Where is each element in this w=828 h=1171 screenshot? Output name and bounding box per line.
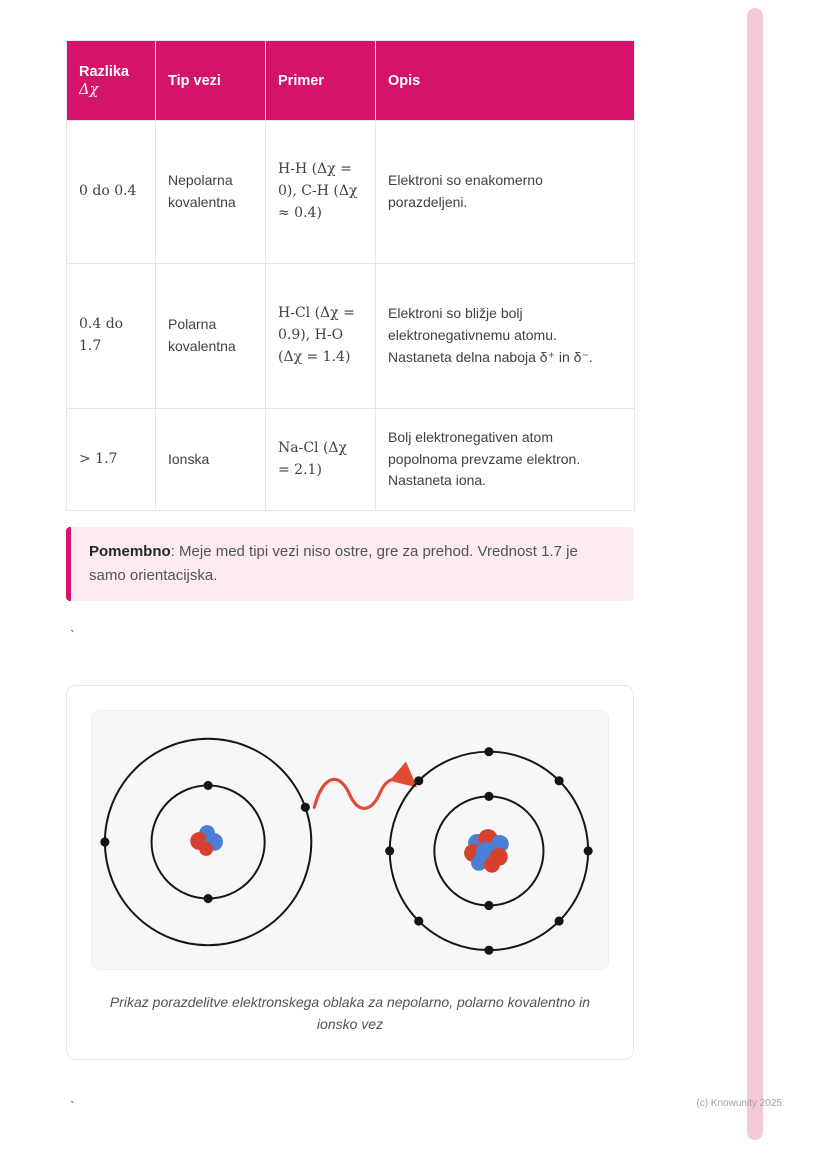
table-row (67, 121, 635, 264)
cell-opis: Bolj elektronegativen atom popolnoma prevzame elektron. Nastaneta iona. (376, 409, 635, 511)
document-content (66, 40, 634, 1116)
header-primer: Primer (266, 41, 376, 121)
cell-tip: Polarna kovalentna (156, 264, 266, 409)
electron-icon (555, 917, 564, 926)
electron-icon (100, 837, 109, 846)
figure-caption: Prikaz porazdelitve elektronskega oblaka za nepolarno, polarno kovalentno in ionsko vez (109, 994, 591, 1032)
stray-backtick-1: ` (70, 627, 75, 643)
header-razlika-line1: Razlika (79, 63, 129, 80)
electron-icon (484, 946, 493, 955)
table-row (67, 409, 635, 511)
electron-icon (555, 776, 564, 785)
electron-icon (584, 846, 593, 855)
cell-razlika: 0.4 do 1.7 (67, 264, 156, 409)
callout-text: : Meje med tipi vezi niso ostre, gre za prehod. Vrednost 1.7 je samo orientacijska. (89, 543, 578, 584)
electron-icon (414, 917, 423, 926)
cell-primer: H-H (Δχ = 0), C-H (Δχ ≈ 0.4) (266, 121, 376, 264)
table-row (67, 264, 635, 409)
cell-opis: Elektroni so enakomerno porazdeljeni. (376, 121, 635, 264)
copyright-text: (c) Knowunity 2025 (696, 1098, 782, 1109)
bohr-atom-left (100, 739, 311, 945)
stray-backtick-2: ` (70, 1098, 75, 1115)
electron-icon (484, 747, 493, 756)
cell-razlika: 0 do 0.4 (67, 121, 156, 264)
table-header-row (67, 41, 635, 121)
electron-transfer-diagram (91, 710, 609, 970)
figure-card (66, 685, 634, 1060)
cell-tip: Ionska (156, 409, 266, 511)
electron-icon (301, 803, 310, 812)
electron-icon (204, 894, 213, 903)
electron-icon (484, 792, 493, 801)
scrollbar-thumb[interactable] (747, 8, 763, 1140)
bohr-atoms-illustration (92, 711, 608, 970)
nucleus-right-icon (464, 829, 509, 873)
bohr-atom-right (385, 747, 593, 955)
electron-icon (204, 781, 213, 790)
electron-icon (414, 776, 423, 785)
cell-primer: Na-Cl (Δχ = 2.1) (266, 409, 376, 511)
cell-opis: Elektroni so bližje bolj elektronegativnemu atomu. Nastaneta delna naboja δ⁺ in δ⁻. (376, 264, 635, 409)
header-tip-vezi: Tip vezi (156, 41, 266, 121)
callout-bold-label: Pomembno (89, 543, 171, 560)
header-razlika (67, 41, 156, 121)
electron-transfer-arrow-icon (314, 778, 413, 808)
bond-types-table (66, 40, 635, 511)
header-razlika-line2: Δχ (79, 81, 99, 98)
cell-razlika: > 1.7 (67, 409, 156, 511)
header-opis: Opis (376, 41, 635, 121)
important-note-callout (66, 527, 634, 601)
electron-icon (385, 846, 394, 855)
nucleus-left-icon (190, 825, 223, 856)
electron-icon (484, 901, 493, 910)
cell-primer: H-Cl (Δχ = 0.9), H-O (Δχ = 1.4) (266, 264, 376, 409)
cell-tip: Nepolarna kovalentna (156, 121, 266, 264)
